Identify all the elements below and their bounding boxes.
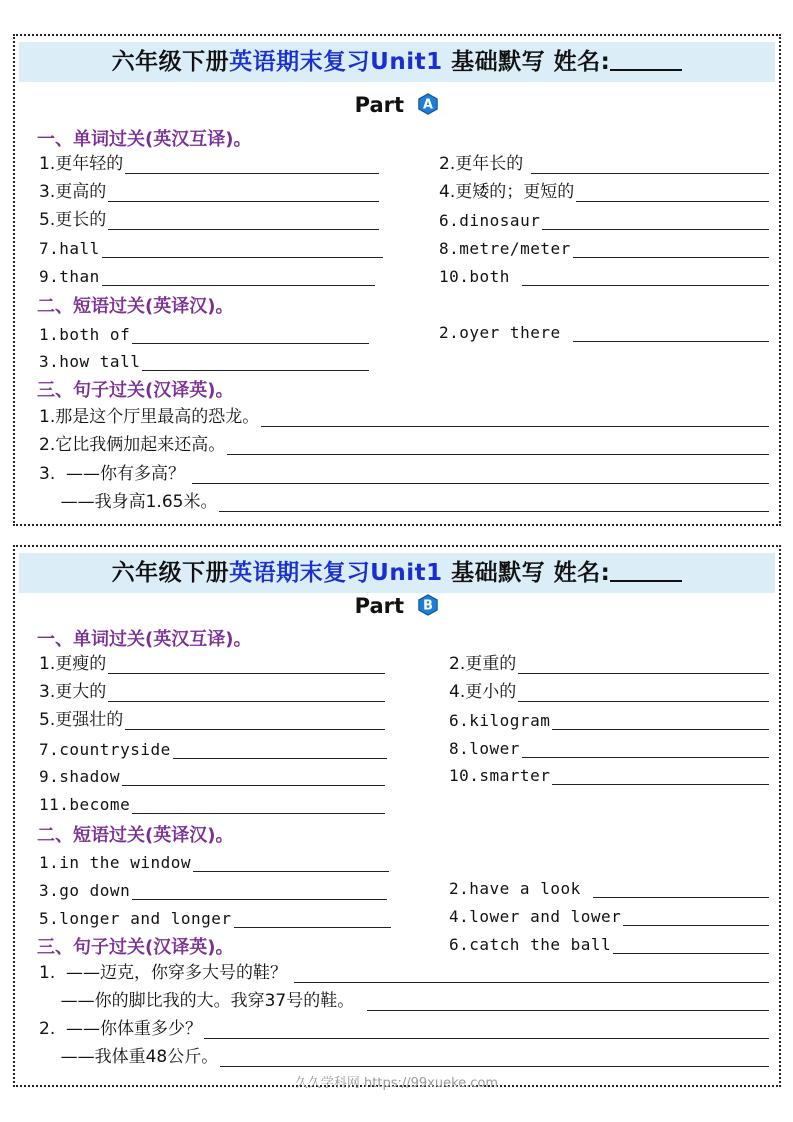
question-text: 11.become	[39, 795, 131, 814]
sentence-item	[39, 403, 769, 427]
part-a-badge-icon	[417, 93, 439, 115]
answer-blank[interactable]	[522, 267, 769, 286]
sentence-item	[39, 1015, 769, 1039]
section-heading-words: 一、单词过关(英汉互译)。	[37, 629, 252, 650]
question-text: 4.更矮的；更短的	[439, 182, 575, 202]
answer-blank[interactable]	[204, 1020, 769, 1039]
word-item	[39, 706, 385, 730]
sentence-item	[39, 987, 769, 1011]
part-heading	[15, 93, 779, 117]
word-item	[39, 178, 379, 202]
svg-text:B: B	[423, 598, 434, 614]
title-grade: 六年级下册	[111, 49, 230, 75]
question-text: 8.lower	[449, 739, 520, 758]
answer-blank[interactable]	[125, 155, 379, 174]
question-text: 2.更年长的	[439, 154, 529, 174]
question-text: 2.have a look	[449, 879, 591, 898]
question-text: ——你的脚比我的大。我穿37号的鞋。	[39, 991, 366, 1011]
word-item	[449, 678, 769, 702]
sentence-item	[39, 488, 769, 512]
question-text: 3.更大的	[39, 682, 107, 702]
question-text: 5.longer and longer	[39, 909, 232, 928]
word-item	[449, 706, 769, 730]
word-item	[449, 650, 769, 674]
sentence-item	[39, 460, 769, 484]
phrase-item	[449, 874, 769, 898]
title-name-label: 基础默写 姓名:	[442, 560, 611, 586]
question-text: 3. ——你有多高？	[39, 464, 191, 484]
title-subject: 英语期末复习Unit1	[229, 560, 443, 586]
word-item	[439, 150, 769, 174]
answer-blank[interactable]	[522, 739, 769, 758]
question-text: 10.smarter	[449, 766, 551, 785]
sentence-item	[39, 431, 769, 455]
title-banner	[19, 42, 775, 82]
answer-blank[interactable]	[219, 493, 769, 512]
question-text: 6.dinosaur	[439, 211, 541, 230]
answer-blank[interactable]	[220, 1048, 769, 1067]
word-item	[449, 761, 769, 785]
question-text: ——我身高1.65米。	[39, 492, 218, 512]
word-item	[439, 206, 769, 230]
title-subject: 英语期末复习Unit1	[229, 49, 443, 75]
section-heading-phrases: 二、短语过关(英译汉)。	[37, 296, 234, 317]
part-label: Part	[354, 93, 405, 117]
section-heading-phrases: 二、短语过关(英译汉)。	[37, 825, 234, 846]
question-text: 1.in the window	[39, 853, 191, 872]
worksheet-title	[19, 42, 775, 82]
answer-blank[interactable]	[261, 408, 769, 427]
phrase-item	[39, 320, 369, 344]
answer-blank[interactable]	[552, 766, 769, 785]
worksheet-part-a	[13, 34, 781, 526]
title-name-label: 基础默写 姓名:	[442, 49, 611, 75]
word-item	[449, 734, 769, 758]
question-text: 5.更长的	[39, 210, 107, 230]
question-text: 9.than	[39, 267, 100, 286]
answer-blank[interactable]	[227, 436, 769, 455]
answer-blank[interactable]	[132, 881, 387, 900]
question-text: 4.更小的	[449, 682, 517, 702]
phrase-item	[39, 876, 387, 900]
phrase-item	[39, 848, 389, 872]
question-text: 3.更高的	[39, 182, 107, 202]
answer-blank[interactable]	[173, 740, 387, 759]
name-blank[interactable]	[610, 558, 682, 582]
answer-blank[interactable]	[367, 992, 769, 1011]
sentence-item	[39, 1043, 769, 1067]
question-text: 7.countryside	[39, 740, 171, 759]
question-text: 4.lower and lower	[449, 907, 622, 926]
phrase-item	[449, 902, 769, 926]
answer-blank[interactable]	[593, 879, 769, 898]
phrase-item	[39, 904, 391, 928]
answer-blank[interactable]	[294, 964, 769, 983]
question-text: 2.它比我俩加起来还高。	[39, 435, 226, 455]
question-text: 9.shadow	[39, 767, 121, 786]
title-banner	[19, 553, 775, 593]
word-item	[439, 234, 769, 258]
question-text: 5.更强壮的	[39, 710, 124, 730]
question-text: 10.both	[439, 267, 521, 286]
section-heading-words: 一、单词过关(英汉互译)。	[37, 129, 252, 150]
name-blank[interactable]	[610, 47, 682, 71]
answer-blank[interactable]	[102, 239, 383, 258]
title-grade: 六年级下册	[111, 560, 230, 586]
answer-blank[interactable]	[142, 352, 369, 371]
answer-blank[interactable]	[108, 183, 379, 202]
word-item	[39, 790, 385, 814]
part-label: Part	[354, 594, 405, 618]
word-item	[439, 262, 769, 286]
word-item	[39, 234, 383, 258]
answer-blank[interactable]	[552, 711, 769, 730]
answer-blank[interactable]	[518, 683, 769, 702]
question-text: 1. ——迈克，你穿多大号的鞋？	[39, 963, 293, 983]
word-item	[39, 735, 387, 759]
answer-blank[interactable]	[125, 711, 385, 730]
question-text: 3.go down	[39, 881, 131, 900]
section-heading-sentences: 三、句子过关(汉译英)。	[37, 380, 234, 401]
worksheet-title	[19, 553, 775, 593]
answer-blank[interactable]	[132, 795, 385, 814]
question-text: 7.hall	[39, 239, 100, 258]
answer-blank[interactable]	[132, 325, 369, 344]
word-item	[439, 178, 769, 202]
phrase-item	[449, 930, 769, 954]
answer-blank[interactable]	[234, 909, 391, 928]
word-item	[39, 650, 385, 674]
answer-blank[interactable]	[108, 655, 385, 674]
answer-blank[interactable]	[193, 853, 389, 872]
answer-blank[interactable]	[576, 183, 769, 202]
word-item	[39, 262, 375, 286]
watermark-footer: 久久学科网 https://99xueke.com	[294, 1076, 499, 1091]
answer-blank[interactable]	[531, 155, 769, 174]
question-text: 1.更瘦的	[39, 654, 107, 674]
part-heading	[15, 594, 779, 618]
section-heading-sentences: 三、句子过关(汉译英)。	[37, 937, 234, 958]
answer-blank[interactable]	[108, 211, 379, 230]
answer-blank[interactable]	[108, 683, 385, 702]
question-text: 6.catch the ball	[449, 935, 612, 954]
word-item	[39, 150, 379, 174]
sentence-item	[39, 959, 769, 983]
question-text: 2. ——你体重多少？	[39, 1019, 203, 1039]
answer-blank[interactable]	[623, 907, 769, 926]
phrase-item	[39, 347, 369, 371]
phrase-item	[439, 318, 769, 342]
question-text: 6.kilogram	[449, 711, 551, 730]
answer-blank[interactable]	[573, 239, 769, 258]
word-item	[39, 678, 385, 702]
word-item	[39, 206, 379, 230]
part-b-badge-icon	[417, 594, 439, 616]
question-text: 1.那是这个厅里最高的恐龙。	[39, 407, 260, 427]
question-text: 2.更重的	[449, 654, 517, 674]
question-text: 8.metre/meter	[439, 239, 571, 258]
question-text: 3.how tall	[39, 352, 141, 371]
worksheet-part-b	[13, 545, 781, 1087]
answer-blank[interactable]	[542, 211, 769, 230]
answer-blank[interactable]	[122, 767, 385, 786]
question-text: 2.oyer there	[439, 323, 571, 342]
answer-blank[interactable]	[518, 655, 769, 674]
word-item	[39, 762, 385, 786]
svg-text:A: A	[423, 97, 434, 113]
answer-blank[interactable]	[102, 267, 375, 286]
answer-blank[interactable]	[613, 935, 769, 954]
answer-blank[interactable]	[192, 465, 769, 484]
question-text: ——我体重48公斤。	[39, 1047, 219, 1067]
question-text: 1.更年轻的	[39, 154, 124, 174]
question-text: 1.both of	[39, 325, 131, 344]
answer-blank[interactable]	[573, 323, 769, 342]
